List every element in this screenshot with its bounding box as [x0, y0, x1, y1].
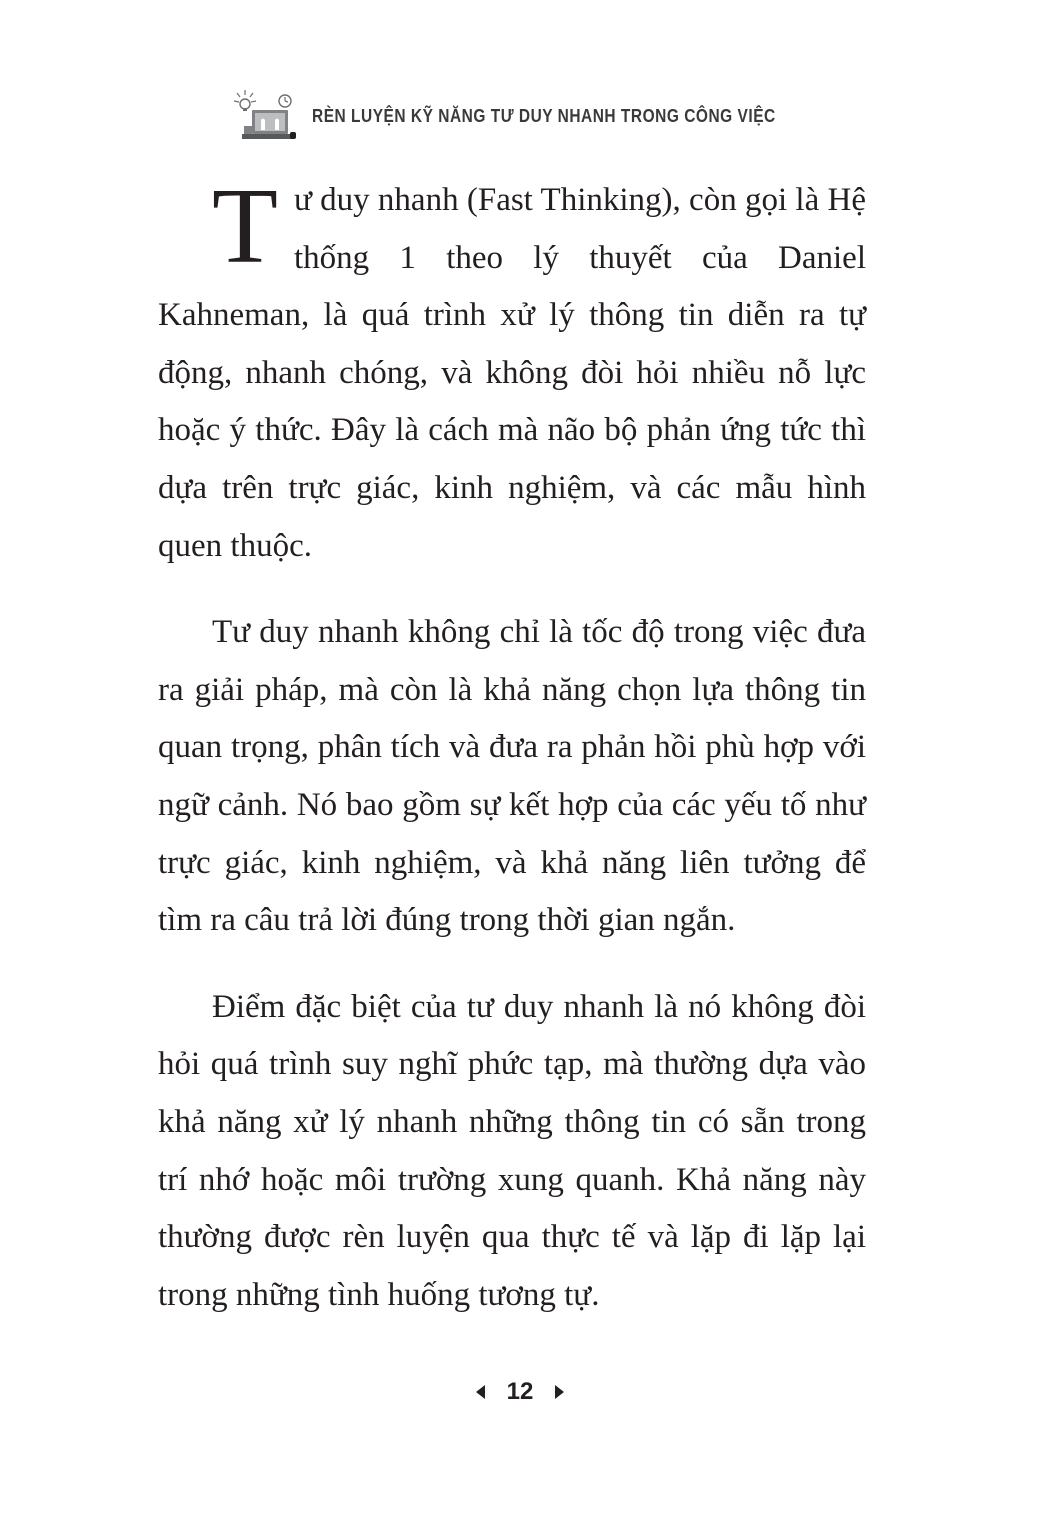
drop-cap: T	[212, 167, 278, 286]
paragraph-1-text: ư duy nhanh (Fast Thinking), còn gọi là Hệ thống 1 theo lý thuyết của Daniel Kahneman, là quá trình xử lý thông tin diễn ra tự động, nhanh chóng, và không đòi hỏi nhiều nỗ lực hoặc ý thức. Đây là cách mà não bộ phản ứng tức thì dựa trên trực giác, kinh nghiệm, và các mẫu hình quen thuộc.	[158, 182, 866, 564]
running-header	[228, 88, 828, 144]
laptop-lightbulb-icon	[228, 88, 298, 144]
header-title: RÈN LUYỆN KỸ NĂNG TƯ DUY NHANH TRONG CÔNG VIỆC	[312, 105, 776, 126]
page-number: 12	[506, 1378, 534, 1405]
triangle-right-icon	[555, 1385, 564, 1399]
paragraph-2: Tư duy nhanh không chỉ là tốc độ trong việc đưa ra giải pháp, mà còn là khả năng chọn lựa thông tin quan trọng, phân tích và đưa ra phản hồi phù hợp với ngữ cảnh. Nó bao gồm sự kết hợp của các yếu tố như trực giác, kinh nghiệm, và khả năng liên tưởng để tìm ra câu trả lời đúng trong thời gian ngắn.	[158, 614, 866, 939]
paragraph-1	[158, 167, 866, 575]
page-footer	[0, 1374, 1040, 1410]
page-body	[158, 167, 866, 1353]
paragraph-3: Điểm đặc biệt của tư duy nhanh là nó không đòi hỏi quá trình suy nghĩ phức tạp, mà thường dựa vào khả năng xử lý nhanh những thông tin có sẵn trong trí nhớ hoặc môi trường xung quanh. Khả năng này thường được rèn luyện qua thực tế và lặp đi lặp lại trong những tình huống tương tự.	[158, 988, 866, 1313]
triangle-left-icon	[476, 1385, 485, 1399]
